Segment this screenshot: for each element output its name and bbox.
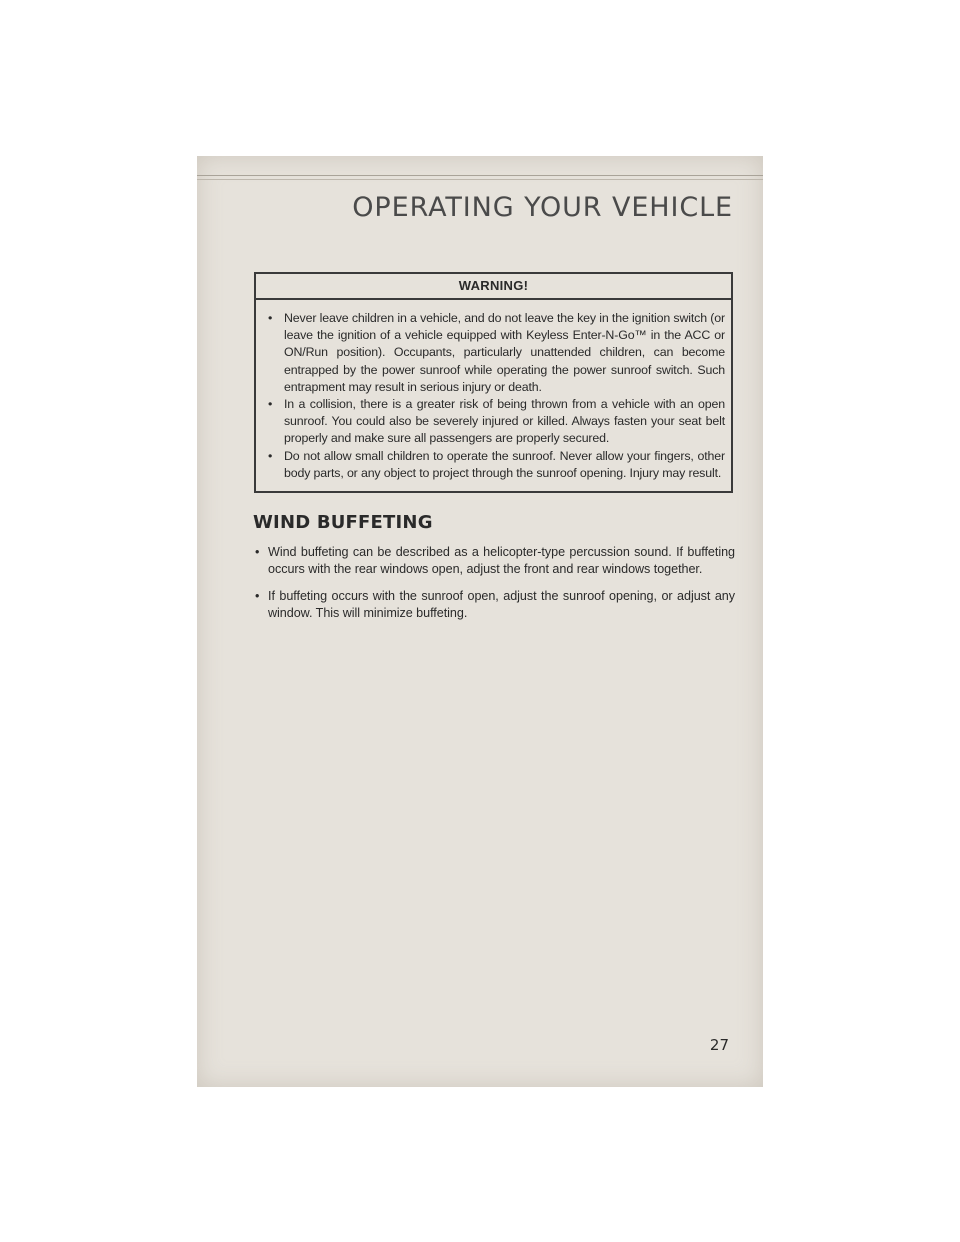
section-heading: WIND BUFFETING — [253, 512, 433, 533]
warning-item — [266, 396, 725, 448]
body-item-text: Wind buffeting can be described as a helicopter-type percussion sound. If buffeting occurs with the rear windows open, adjust the front and rear windows together. — [268, 545, 735, 576]
body-item — [253, 544, 735, 578]
section-title: OPERATING YOUR VEHICLE — [352, 192, 733, 223]
warning-list — [256, 300, 731, 482]
page-number: 27 — [709, 1036, 729, 1054]
warning-item — [266, 310, 725, 396]
warning-item-text: Never leave children in a vehicle, and do not leave the key in the ignition switch (or leave the ignition of a vehicle equipped with Keyless Enter-N-Go™ in the ACC or ON/Run position). Occupants, particularly unattended children, can become entrapped by the power sunroof while operating the power sunroof switch. Such entrapment may result in serious injury or death. — [284, 311, 725, 394]
body-item-text: If buffeting occurs with the sunroof open, adjust the sunroof opening, or adjust any window. This will minimize buffeting. — [268, 589, 735, 620]
bullet-icon: • — [255, 589, 260, 603]
bullet-icon: • — [268, 311, 273, 325]
body-list — [253, 544, 735, 632]
bullet-icon: • — [268, 448, 273, 463]
body-item — [253, 588, 735, 622]
header-rule-secondary — [197, 179, 763, 180]
warning-box — [254, 272, 733, 493]
header-rule — [197, 175, 763, 176]
manual-page — [197, 156, 763, 1087]
warning-item — [266, 448, 725, 482]
warning-title: WARNING! — [256, 274, 731, 300]
warning-item-text: In a collision, there is a greater risk of being thrown from a vehicle with an open sunroof. You could also be severely injured or killed. Always fasten your seat belt properly and make sure all passengers are properly secured. — [284, 397, 725, 446]
bullet-icon: • — [268, 397, 273, 412]
bullet-icon: • — [255, 545, 260, 559]
warning-item-text: Do not allow small children to operate the sunroof. Never allow your fingers, other body parts, or any object to project through the sunroof opening. Injury may result. — [284, 448, 725, 480]
